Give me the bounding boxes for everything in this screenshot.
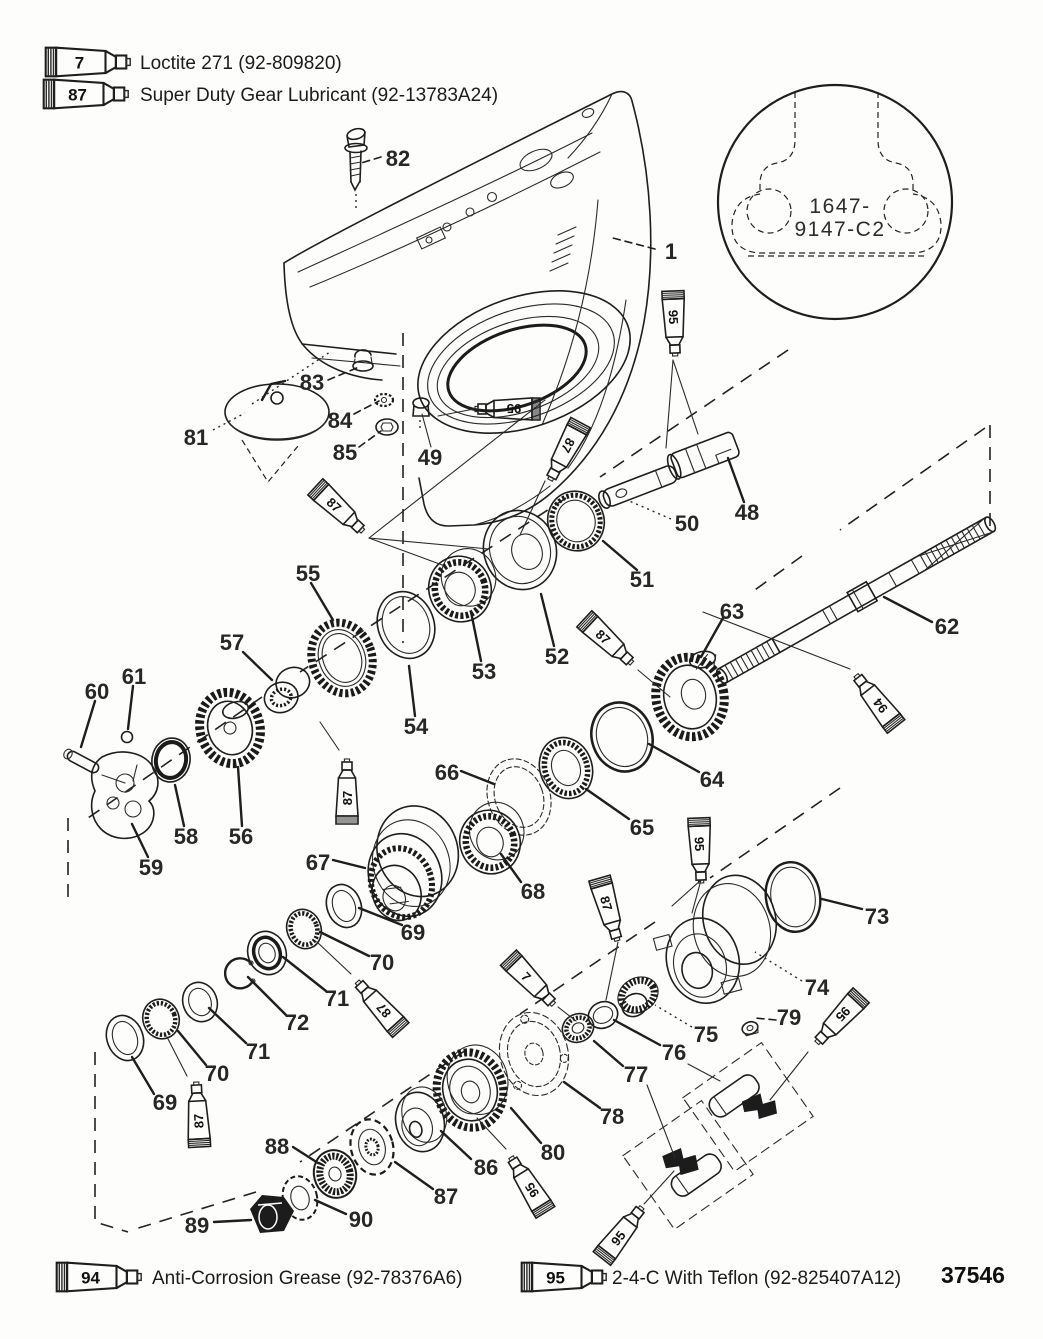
callout-83 [300,367,359,395]
callout-number: 54 [403,714,429,739]
leader-line [501,854,521,882]
part-82-screw [345,127,367,208]
callout-50 [627,500,699,536]
callout-66 [435,760,494,785]
callout-number: 89 [184,1213,210,1238]
callout-54 [404,666,429,739]
lube-line [167,1037,187,1076]
lube-tube-87 [540,417,590,485]
callout-88 [265,1134,318,1163]
leader-line [511,1108,541,1143]
callout-number: 71 [245,1039,271,1064]
part-89-prop-nut [250,1195,294,1233]
leader-line [238,767,242,826]
housing-id-line1: 1647- [809,195,871,218]
housing-id-inset [718,85,952,319]
leader-line [603,541,637,570]
part-66-shim [477,750,562,845]
part-86-thrust-hub [388,1082,455,1157]
callout-number: 86 [473,1155,499,1180]
leader-line [81,701,95,747]
callout-number: 82 [385,146,411,171]
lube-line [369,538,489,549]
leader-line [243,652,272,680]
part-63-pinion-gear [648,649,732,743]
leader-line [311,583,333,620]
lube-tube-87 [185,1081,210,1147]
tube-number: 95 [665,309,682,325]
part-84-washer [375,394,393,406]
callout-60 [81,679,109,747]
part-67-forward-gear [347,794,475,927]
part-75-rear-bearing [611,970,665,1021]
callout-number: 60 [84,679,110,704]
callout-89 [185,1213,251,1238]
callout-number: 50 [674,511,700,536]
callout-86 [441,1131,498,1180]
part-72-retaining-ring [225,958,255,988]
water-intake-slits [550,227,576,271]
leader-line [214,1220,251,1222]
callout-number: 70 [369,950,395,975]
leader-line [175,785,184,826]
callout-48 [728,458,759,525]
leader-line [422,414,431,447]
part-57-bushing [257,663,318,718]
callout-number: 74 [804,975,830,1000]
lube-line [672,880,701,906]
assembly-axis-lines [68,333,990,1232]
lube-tube-87 [336,759,358,824]
leader-line [586,789,629,819]
lube-line [520,481,545,535]
tube-number: 94 [81,1268,100,1288]
callout-71 [283,957,349,1011]
leader-line [395,1162,433,1189]
part-62-driveshaft [713,513,999,688]
housing-id-line2: 9147-C2 [794,218,886,241]
callout-number: 63 [719,599,745,624]
leader-line [409,666,415,716]
callout-number: 80 [540,1140,566,1165]
callout-79 [755,1005,801,1030]
part-59-gearcase-head [92,752,158,838]
lube-tube-95 [662,291,686,357]
callout-57 [220,630,272,680]
callout-number: 88 [264,1134,290,1159]
lube-line [644,1171,674,1204]
lube-tube-95 [475,398,540,420]
callout-number: 53 [471,659,497,684]
tube-number: 94 [870,695,891,716]
tube-number: 87 [190,1113,207,1129]
tube-number: 87 [340,790,355,806]
callout-68 [501,854,545,904]
part-50-shift-shaft [597,464,679,510]
callout-90 [315,1200,373,1232]
part-61-ball [122,732,133,743]
callout-61 [122,664,146,729]
lube-application-lines [167,360,850,1204]
leader-line [728,458,744,502]
leader-line [209,1008,246,1043]
leader-line [755,952,802,981]
leader-line [248,977,286,1015]
callout-number: 70 [204,1061,230,1086]
part-54-shim [368,583,444,666]
leader-line [594,1041,623,1066]
tube-number: 87 [557,435,578,456]
leader-line [213,413,245,430]
callout-84 [328,401,379,433]
callout-number: 81 [183,425,209,450]
lube-line [688,1064,720,1081]
callout-52 [541,594,569,669]
callout-number: 78 [599,1104,625,1129]
callout-number: 77 [623,1062,649,1087]
leader-line [614,1020,660,1045]
tube-number: 7 [74,53,85,73]
callout-64 [649,744,725,792]
callout-number: 52 [544,644,570,669]
callout-number: 79 [776,1005,802,1030]
tube-number: 7 [518,968,535,985]
callout-59 [132,824,163,880]
legend-teflon-label: 2-4-C With Teflon (92-825407A12) [612,1268,902,1289]
tube-number: 95 [546,1268,565,1288]
callout-number: 69 [400,920,426,945]
callout-number: 68 [520,879,546,904]
tube-number: 87 [68,85,87,105]
leader-line [822,899,862,909]
callout-55 [296,561,333,620]
tube-number: 87 [596,894,616,913]
callout-number: 85 [332,440,358,465]
callout-65 [586,789,654,840]
tube-number: 95 [506,401,522,416]
callout-67 [306,850,365,875]
leader-line [283,957,326,991]
part-60-pin [62,748,100,775]
part-49-fitting [413,398,429,432]
callout-51 [603,541,654,592]
callout-number: 69 [152,1090,178,1115]
lube-tube-87 [589,875,628,944]
leader-line [132,1057,154,1094]
leader-line [755,1018,776,1020]
part-71-seal [242,926,293,980]
callout-number: 59 [138,855,164,880]
leader-line [441,1131,471,1159]
callout-69 [132,1057,177,1115]
lube-line [317,942,351,974]
callout-number: 1 [664,239,678,264]
leader-line [564,1082,600,1108]
leader-line [359,431,381,447]
tube-number: 87 [323,494,345,516]
callout-58 [174,785,198,849]
legend-loctite-label: Loctite 271 (92-809820) [140,53,342,74]
lube-tube-94 [57,1263,142,1292]
callout-87 [395,1162,458,1209]
leader-line [649,744,699,772]
lube-tube-7 [46,48,131,77]
legend-top [140,53,498,106]
callout-number: 62 [934,614,960,639]
callout-73 [822,899,889,929]
tube-number: 87 [592,626,614,648]
leader-line [884,597,932,622]
lube-tube-94 [847,668,904,733]
lube-tube-95 [522,1263,607,1292]
tube-number: 95 [832,1003,854,1025]
leader-line [609,237,655,249]
callout-number: 83 [299,370,325,395]
part-55-gear-ring [301,614,382,702]
callout-85 [333,431,381,465]
tube-number: 95 [521,1179,543,1201]
callout-70 [178,1031,229,1086]
part-70-knurled-ring [281,904,327,953]
lube-tube-7 [501,950,562,1012]
callout-56 [229,767,253,849]
callout-number: 72 [284,1010,310,1035]
callout-number: 56 [228,824,254,849]
lube-line [320,722,339,750]
callout-number: 71 [324,986,350,1011]
callout-number: 87 [433,1184,459,1209]
callout-number: 49 [417,445,443,470]
callout-number: 66 [434,760,460,785]
leader-line [354,401,379,414]
retainer-kit-box-upper [683,1043,813,1172]
callout-78 [564,1082,624,1129]
legend-gear-lube-label: Super Duty Gear Lubricant (92-13783A24) [140,85,499,106]
lube-tube-87 [577,611,640,671]
part-56-bevel-gear [192,685,269,770]
callout-70 [320,932,394,975]
part-69-seal [321,880,368,933]
callout-number: 76 [661,1040,687,1065]
lube-tube-95 [688,818,712,884]
callout-63 [701,599,744,657]
callout-number: 73 [864,904,890,929]
lube-line [369,400,545,538]
lube-tube-87 [349,974,409,1037]
callout-82 [361,146,410,171]
lube-line [477,1118,506,1149]
part-65-bearing-race [531,730,601,806]
callout-number: 90 [348,1207,374,1232]
lube-line [369,538,445,566]
lube-line [673,360,698,434]
leader-line [655,1005,692,1027]
callout-number: 55 [295,561,321,586]
callout-number: 65 [629,815,655,840]
lube-line [666,360,673,448]
part-68-needle-bearing [449,795,536,883]
part-80-reverse-gear [427,1038,518,1135]
leader-line [293,1147,318,1163]
tube-number: 95 [607,1227,629,1249]
leader-line [541,594,554,646]
callout-49 [418,414,442,470]
lube-tube-87 [44,80,129,109]
leader-line [361,157,381,163]
legend-anticorrosion-label: Anti-Corrosion Grease (92-78376A6) [152,1268,463,1289]
callout-number: 84 [327,408,353,433]
callout-62 [884,597,959,639]
part-79-nut [740,1020,759,1038]
callout-71 [209,1008,270,1064]
leader-line [315,1200,346,1214]
part-71b-seal [177,977,223,1026]
leader-line [132,824,148,857]
callout-72 [248,977,309,1035]
lube-line [647,1085,675,1158]
callout-80 [511,1108,565,1165]
callout-number: 67 [305,850,331,875]
callout-1 [609,237,677,264]
callout-number: 51 [629,567,655,592]
callout-number: 57 [219,630,245,655]
leader-line [328,367,359,380]
leader-line [128,686,133,729]
callout-76 [614,1020,686,1065]
part-70b-knurled-ring [137,994,185,1044]
leader-line [333,860,365,868]
part-64-oring [582,694,662,780]
lube-line [770,1052,808,1100]
lube-tube-95 [593,1200,650,1265]
tube-number: 87 [373,999,395,1021]
leader-line [627,500,671,519]
lube-tube-87 [308,479,371,539]
part-77-ball-bearing [558,1009,599,1048]
callout-53 [471,612,496,684]
callout-74 [755,952,830,1000]
callout-number: 61 [121,664,147,689]
callout-number: 75 [693,1022,719,1047]
callout-81 [184,413,245,450]
tube-number: 95 [691,836,708,852]
callout-number: 64 [699,767,725,792]
callout-77 [594,1041,648,1087]
leader-line [178,1031,206,1065]
callout-number: 58 [173,824,199,849]
figure-number: 37546 [941,1262,1005,1288]
callout-number: 48 [734,500,760,525]
leader-line [471,612,481,661]
